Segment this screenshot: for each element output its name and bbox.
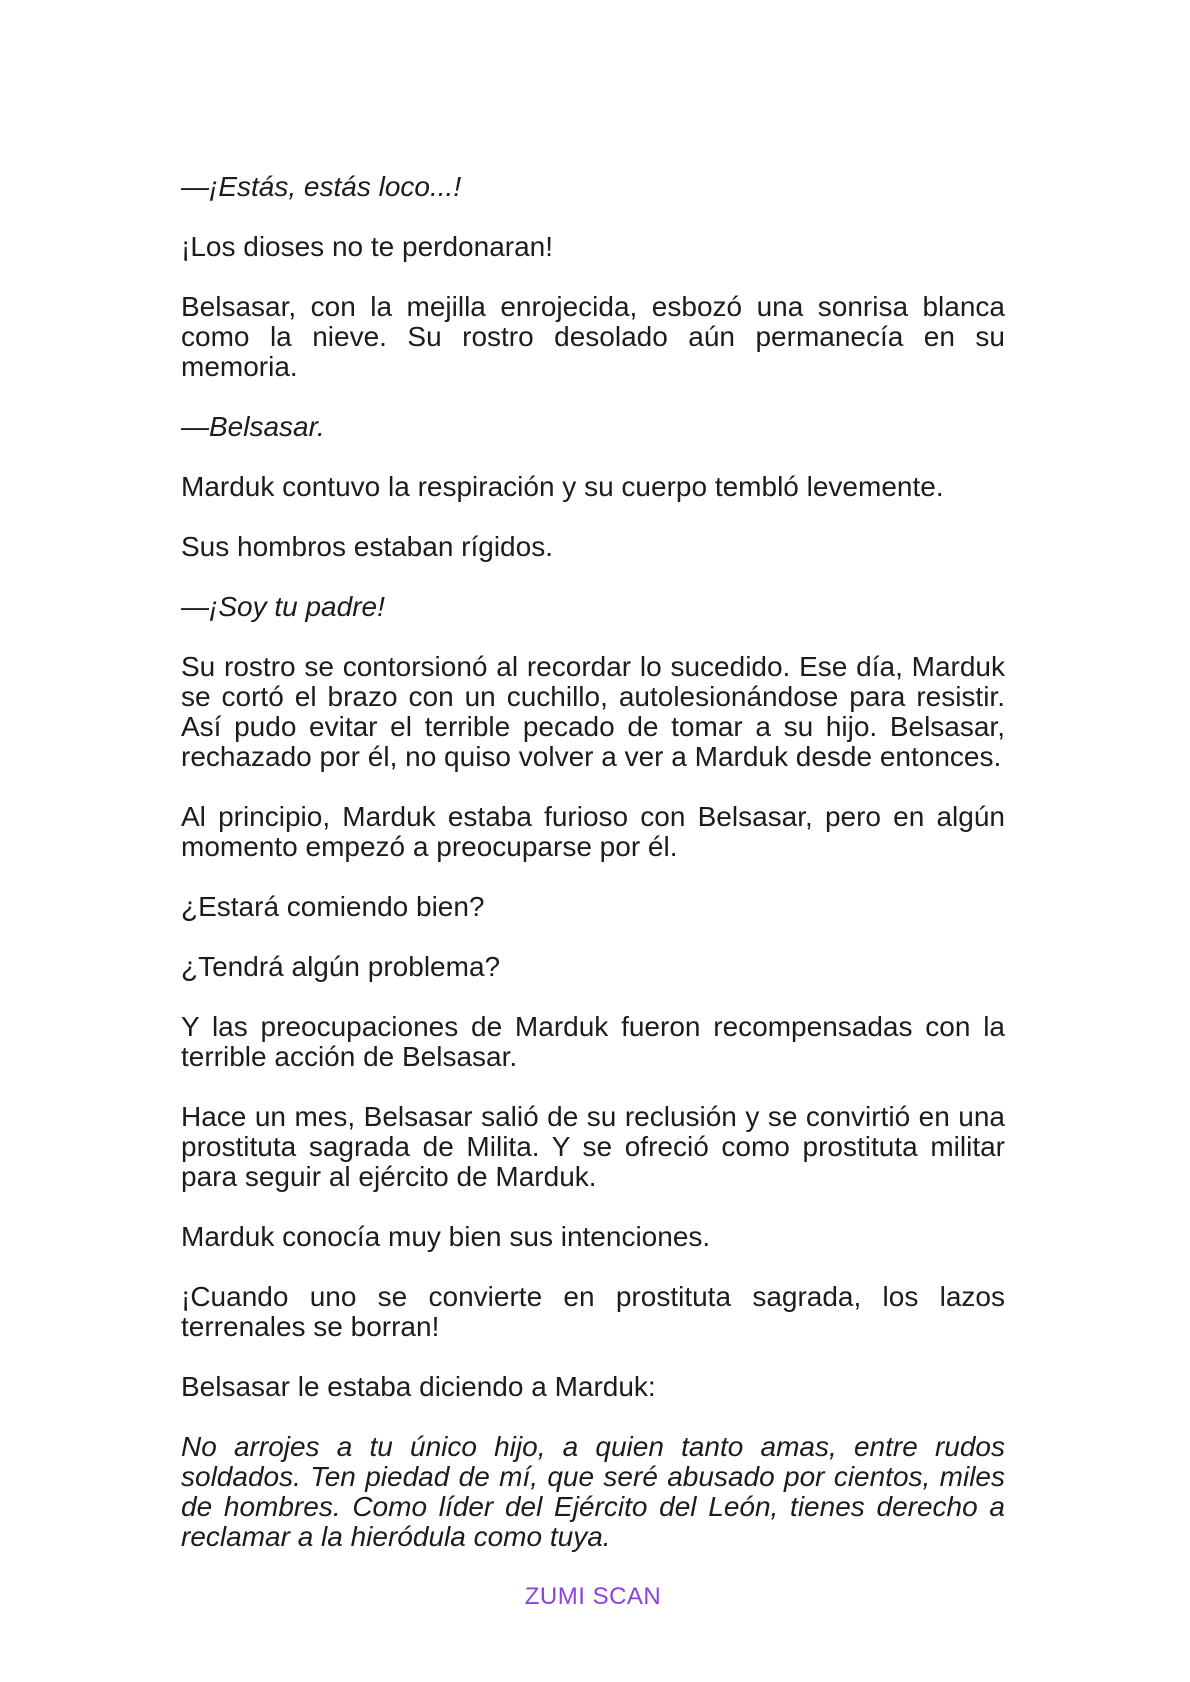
paragraph: Su rostro se contorsionó al recordar lo sucedido. Ese día, Marduk se cortó el brazo con un cuchillo, autolesionándose para resistir. Así pudo evitar el terrible pecado de tomar a su hijo. Belsasar, rechazado por él, no quiso volver a ver a Marduk desde entonces.	[181, 651, 1005, 772]
scanlation-credit: ZUMI SCAN	[524, 1583, 662, 1610]
paragraph: Al principio, Marduk estaba furioso con Belsasar, pero en algún momento empezó a preocuparse por él.	[181, 801, 1005, 862]
paragraph: Y las preocupaciones de Marduk fueron recompensadas con la terrible acción de Belsasar.	[181, 1011, 1005, 1072]
dialogue-paragraph: No arrojes a tu único hijo, a quien tanto amas, entre rudos soldados. Ten piedad de mí, que seré abusado por cientos, miles de hombres. Como líder del Ejército del León, tienes derecho a reclamar a la hieródula como tuya.	[181, 1431, 1005, 1552]
paragraph: Belsasar le estaba diciendo a Marduk:	[181, 1371, 656, 1402]
paragraph: Marduk conocía muy bien sus intenciones.	[181, 1221, 711, 1252]
paragraph: ¿Tendrá algún problema?	[181, 951, 501, 982]
novel-text-body	[181, 172, 1005, 1552]
paragraph: Marduk contuvo la respiración y su cuerpo tembló levemente.	[181, 471, 944, 502]
dialogue-paragraph: —Belsasar.	[181, 411, 325, 442]
paragraph: ¡Los dioses no te perdonaran!	[181, 231, 554, 262]
paragraph: ¿Estará comiendo bien?	[181, 891, 485, 922]
dialogue-paragraph: —¡Estás, estás loco...!	[181, 171, 462, 202]
paragraph: Hace un mes, Belsasar salió de su reclusión y se convirtió en una prostituta sagrada de Milita. Y se ofreció como prostituta militar para seguir al ejército de Marduk.	[181, 1101, 1005, 1192]
dialogue-paragraph: —¡Soy tu padre!	[181, 591, 385, 622]
paragraph: Belsasar, con la mejilla enrojecida, esbozó una sonrisa blanca como la nieve. Su rostro desolado aún permanecía en su memoria.	[181, 291, 1005, 382]
paragraph: ¡Cuando uno se convierte en prostituta sagrada, los lazos terrenales se borran!	[181, 1281, 1005, 1342]
paragraph: Sus hombros estaban rígidos.	[181, 531, 553, 562]
